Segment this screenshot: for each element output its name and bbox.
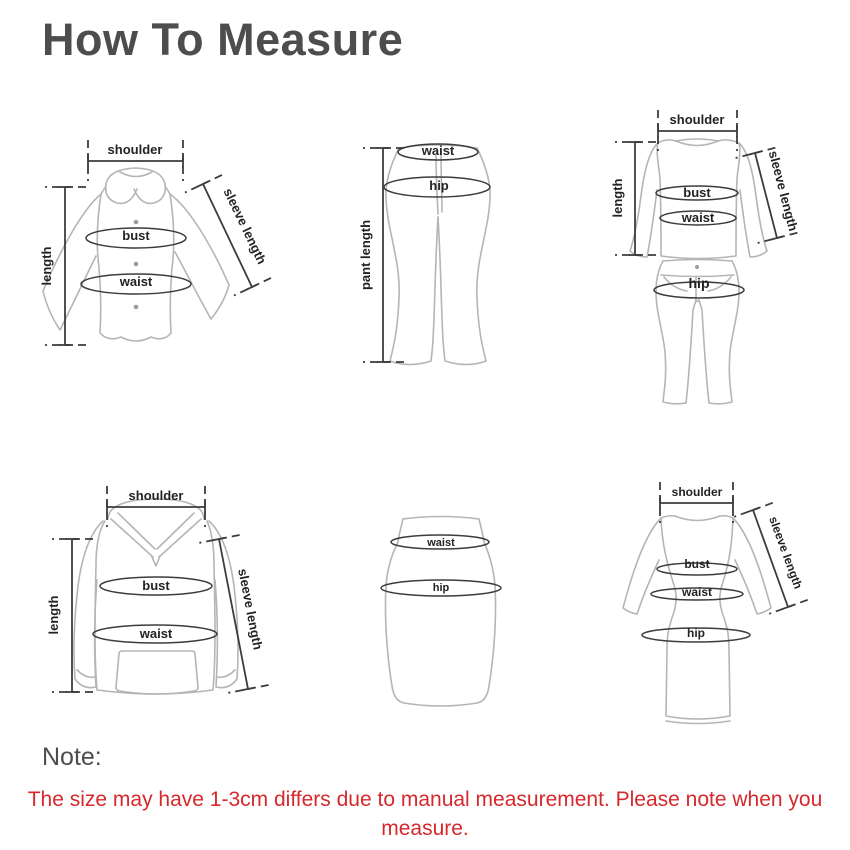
shirt-sleeve-length-label: sleeve length	[220, 185, 270, 267]
pants-hip-label: hip	[429, 178, 449, 193]
top-and-pants-set-diagram	[610, 110, 801, 404]
set-sleeve-length-label: sleeve length	[765, 149, 801, 233]
dress-sleeve-length-label: sleeve length	[766, 514, 806, 591]
set-shoulder-label: shoulder	[669, 112, 725, 127]
shirt-diagram	[39, 140, 271, 345]
hoodie-shoulder-label: shoulder	[128, 488, 184, 503]
shirt-shoulder-label: shoulder	[107, 142, 163, 157]
set-waist-label: waist	[681, 210, 715, 225]
pants-waist-label: waist	[421, 143, 455, 158]
dress-bust-label: bust	[684, 557, 710, 571]
shirt-button	[134, 262, 139, 267]
hoodie-length-label: length	[46, 595, 61, 635]
shirt-button	[134, 305, 139, 310]
dress-outline	[623, 516, 771, 724]
dress-waist-label: waist	[681, 585, 713, 599]
skirt-diagram	[381, 517, 501, 707]
hoodie-diagram	[46, 486, 269, 694]
pants-diagram	[358, 143, 490, 365]
hoodie-outline	[74, 499, 238, 694]
dress-hip-label: hip	[687, 626, 705, 640]
shirt-button	[134, 220, 139, 225]
set-hip-label: hip	[688, 275, 710, 291]
hoodie-sleeve-length-label: sleeve length	[235, 567, 266, 652]
skirt-hip-label: hip	[432, 582, 450, 594]
pants-length-label: pant length	[358, 219, 373, 291]
dress-diagram	[623, 482, 808, 724]
note-heading: Note:	[42, 743, 102, 771]
shirt-outline	[43, 168, 229, 341]
set-bust-label: bust	[683, 185, 711, 200]
shirt-waist-label: waist	[119, 274, 153, 289]
page-title: How To Measure	[42, 14, 404, 65]
shirt-bust-label: bust	[122, 228, 150, 243]
set-length-label: length	[610, 178, 625, 218]
note-disclaimer: The size may have 1-3cm differs due to manual measurement. Please note when you measure.	[27, 788, 823, 840]
dress-shoulder-label: shoulder	[671, 485, 723, 499]
shirt-length-label: length	[39, 246, 54, 286]
skirt-waist-label: waist	[427, 537, 455, 549]
hoodie-waist-label: waist	[139, 626, 173, 641]
set-pants-button	[695, 265, 699, 269]
hoodie-bust-label: bust	[142, 578, 170, 593]
